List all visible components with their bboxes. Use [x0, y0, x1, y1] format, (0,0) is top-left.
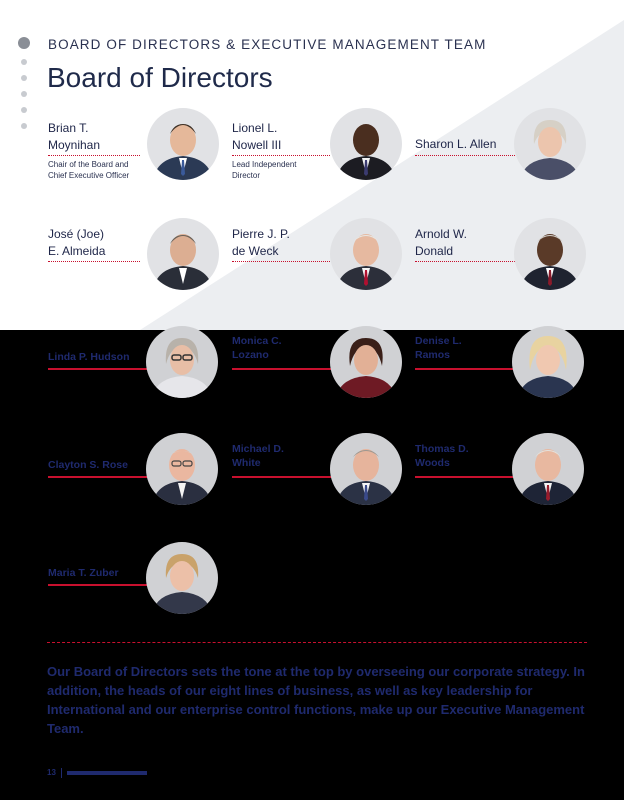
- page-dot[interactable]: [21, 91, 27, 97]
- portrait-photo: [146, 326, 218, 398]
- director-role-line: Lead Independent: [232, 160, 297, 169]
- director-name-line: Moynihan: [48, 138, 101, 152]
- name-underline: [232, 155, 330, 156]
- portrait-photo: [512, 433, 584, 505]
- director-name: [232, 334, 282, 362]
- page-dot[interactable]: [21, 59, 27, 65]
- director-name-line: Thomas D.: [415, 443, 469, 455]
- director-role: [48, 159, 129, 181]
- page-dot[interactable]: [21, 107, 27, 113]
- director-name-line: Monica C.: [232, 335, 282, 347]
- director-name-line: Donald: [415, 244, 454, 258]
- director-role-line: Chair of the Board and: [48, 160, 129, 169]
- portrait-photo: [330, 433, 402, 505]
- director-name-line: Denise L.: [415, 335, 462, 347]
- director-name: Maria T. Zuber: [48, 567, 119, 579]
- portrait-photo: [330, 218, 402, 290]
- director-role-line: Director: [232, 171, 261, 180]
- director-name: [415, 136, 496, 153]
- director-name-line: Lozano: [232, 349, 269, 361]
- director-name: [415, 226, 467, 260]
- name-underline: [415, 476, 515, 478]
- director-name-line: Arnold W.: [415, 227, 468, 241]
- director-name: [415, 442, 469, 470]
- page-title: Board of Directors: [47, 62, 273, 93]
- director-name: [48, 226, 105, 260]
- page-top-panel: [0, 0, 624, 330]
- portrait-photo: [330, 108, 402, 180]
- section-divider: [47, 642, 587, 643]
- director-name: Clayton S. Rose: [48, 459, 128, 471]
- director-role-line: Chief Executive Officer: [48, 171, 130, 180]
- name-underline: [232, 368, 332, 370]
- footer-separator: [61, 768, 62, 778]
- director-name-line: Pierre J. P.: [232, 227, 290, 241]
- section-label: BOARD OF DIRECTORS & EXECUTIVE MANAGEMENT TEAM: [48, 37, 487, 52]
- director-role: [232, 159, 297, 181]
- director-name-line: Sharon L. Allen: [415, 137, 497, 151]
- director-name-line: Ramos: [415, 349, 451, 361]
- director-name-line: Woods: [415, 457, 450, 469]
- portrait-photo: [514, 108, 586, 180]
- name-underline: [48, 261, 140, 262]
- director-name: [232, 120, 281, 154]
- portrait-photo: [512, 326, 584, 398]
- intro-paragraph: Our Board of Directors sets the tone at the top by overseeing our corporate strategy. In addition, the heads of our eight lines of business, as well as key leadership for International and our enterprise control functions, make up our Executive Management Team.: [47, 664, 585, 736]
- director-name-line: de Weck: [232, 244, 279, 258]
- director-name-line: Michael D.: [232, 443, 284, 455]
- name-underline: [415, 155, 515, 156]
- page-dot-active[interactable]: [18, 37, 30, 49]
- name-underline: [48, 368, 148, 370]
- name-underline: [48, 584, 148, 586]
- portrait-photo: [147, 218, 219, 290]
- page-dot[interactable]: [21, 123, 27, 129]
- director-name-line: Brian T.: [48, 121, 89, 135]
- name-underline: [48, 476, 148, 478]
- name-underline: [415, 261, 515, 262]
- portrait-photo: [514, 218, 586, 290]
- portrait-photo: [147, 108, 219, 180]
- director-name-line: White: [232, 457, 261, 469]
- portrait-photo: [330, 326, 402, 398]
- director-name: [48, 120, 100, 154]
- director-name-line: E. Almeida: [48, 244, 106, 258]
- name-underline: [232, 476, 332, 478]
- name-underline: [48, 155, 140, 156]
- director-name-line: Nowell III: [232, 138, 282, 152]
- director-name-line: José (Joe): [48, 227, 105, 241]
- page-dot[interactable]: [21, 75, 27, 81]
- name-underline: [415, 368, 515, 370]
- footer-bar: [67, 771, 147, 775]
- name-underline: [232, 261, 330, 262]
- director-name: [232, 442, 284, 470]
- page-number: 13: [47, 768, 56, 777]
- portrait-photo: [146, 542, 218, 614]
- director-name-line: Lionel L.: [232, 121, 278, 135]
- director-name: [232, 226, 290, 260]
- portrait-photo: [146, 433, 218, 505]
- director-name: Linda P. Hudson: [48, 351, 130, 363]
- director-name: [415, 334, 462, 362]
